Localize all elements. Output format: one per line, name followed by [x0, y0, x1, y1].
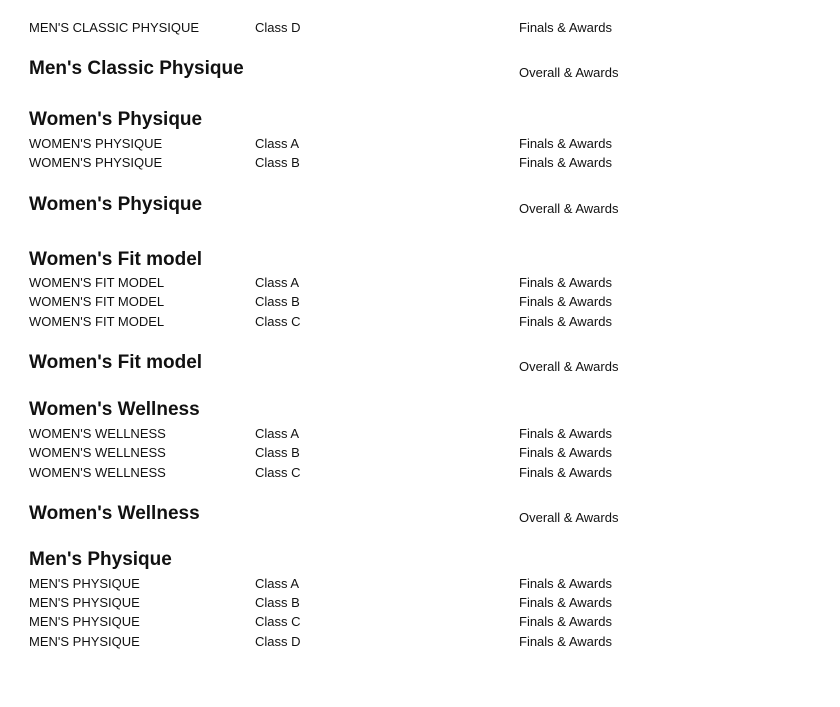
section-heading: Men's Physique — [29, 549, 172, 570]
division-name: WOMEN'S FIT MODEL — [29, 294, 165, 309]
section-heading: Women's Fit model — [29, 249, 203, 270]
event-label: Finals & Awards — [519, 445, 612, 460]
division-name: MEN'S PHYSIQUE — [29, 634, 140, 649]
event-label: Finals & Awards — [519, 155, 612, 170]
event-label: Overall & Awards — [519, 359, 619, 374]
schedule-row — [0, 19, 840, 37]
division-name: WOMEN'S PHYSIQUE — [29, 155, 163, 170]
schedule-row — [0, 135, 840, 153]
event-label: Overall & Awards — [519, 201, 619, 216]
event-label: Finals & Awards — [519, 595, 612, 610]
schedule-row — [0, 313, 840, 331]
event-label: Finals & Awards — [519, 634, 612, 649]
class-label: Class A — [255, 275, 300, 290]
section-heading: Women's Physique — [29, 109, 203, 130]
overall-row — [0, 505, 840, 523]
section-heading-row — [0, 398, 840, 420]
division-name: WOMEN'S WELLNESS — [29, 426, 166, 441]
division-name: MEN'S CLASSIC PHYSIQUE — [29, 20, 200, 35]
schedule-row — [0, 633, 840, 651]
class-label: Class C — [255, 614, 301, 629]
class-label: Class A — [255, 136, 300, 151]
schedule-row — [0, 425, 840, 443]
event-label: Finals & Awards — [519, 20, 612, 35]
class-label: Class A — [255, 576, 300, 591]
schedule-row — [0, 594, 840, 612]
overall-row — [0, 60, 840, 78]
section-heading-row — [0, 108, 840, 130]
event-label: Finals & Awards — [519, 314, 612, 329]
class-label: Class C — [255, 465, 301, 480]
schedule-row — [0, 575, 840, 593]
event-label: Finals & Awards — [519, 275, 612, 290]
class-label: Class B — [255, 155, 300, 170]
class-label: Class B — [255, 294, 300, 309]
overall-row — [0, 354, 840, 372]
section-heading-row — [0, 248, 840, 270]
event-label: Finals & Awards — [519, 465, 612, 480]
section-heading: Women's Wellness — [29, 399, 200, 420]
event-label: Finals & Awards — [519, 614, 612, 629]
schedule-row — [0, 293, 840, 311]
division-name: MEN'S PHYSIQUE — [29, 576, 140, 591]
schedule-row — [0, 464, 840, 482]
division-name: WOMEN'S PHYSIQUE — [29, 136, 163, 151]
division-name: WOMEN'S WELLNESS — [29, 445, 166, 460]
class-label: Class A — [255, 426, 300, 441]
division-name: MEN'S PHYSIQUE — [29, 614, 140, 629]
event-label: Finals & Awards — [519, 576, 612, 591]
schedule-row — [0, 444, 840, 462]
division-name: WOMEN'S FIT MODEL — [29, 275, 165, 290]
schedule-row — [0, 613, 840, 631]
division-heading: Women's Physique — [29, 194, 203, 215]
event-label: Finals & Awards — [519, 136, 612, 151]
division-heading: Men's Classic Physique — [29, 58, 244, 79]
division-name: WOMEN'S WELLNESS — [29, 465, 166, 480]
section-heading-row — [0, 548, 840, 570]
event-label: Overall & Awards — [519, 510, 619, 525]
division-heading: Women's Wellness — [29, 503, 200, 524]
division-heading: Women's Fit model — [29, 352, 203, 373]
overall-row — [0, 196, 840, 214]
class-label: Class C — [255, 314, 301, 329]
event-label: Finals & Awards — [519, 426, 612, 441]
event-label: Finals & Awards — [519, 294, 612, 309]
class-label: Class B — [255, 445, 300, 460]
class-label: Class D — [255, 20, 301, 35]
schedule-row — [0, 154, 840, 172]
class-label: Class B — [255, 595, 300, 610]
event-label: Overall & Awards — [519, 65, 619, 80]
class-label: Class D — [255, 634, 301, 649]
schedule-row — [0, 274, 840, 292]
division-name: WOMEN'S FIT MODEL — [29, 314, 165, 329]
division-name: MEN'S PHYSIQUE — [29, 595, 140, 610]
